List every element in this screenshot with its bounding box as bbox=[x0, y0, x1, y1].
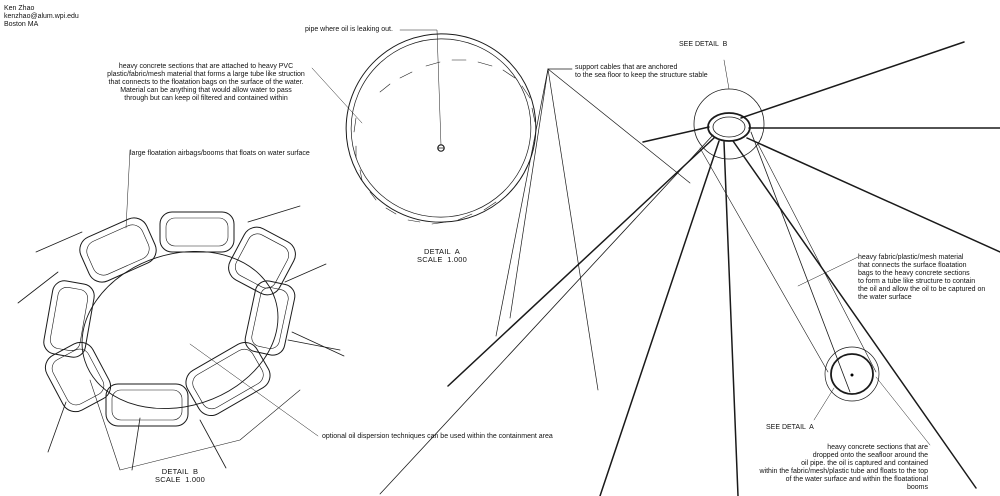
detail-a-title: DETAIL A bbox=[424, 247, 460, 256]
detail-b-booms bbox=[18, 150, 344, 470]
dispersion-callout: optional oil dispersion techniques can be used within the containment area bbox=[322, 433, 553, 440]
detail-b-scale: SCALE 1.000 bbox=[155, 475, 205, 484]
concrete-sections-bottom-callout: heavy concrete sections that are dropped onto the seafloor around the oil pipe. the oil is captured and contained within the fabric/mesh/plastic tube and floats to the top of the water surface and within the floatational booms bbox=[759, 444, 928, 491]
concrete-sections-top-callout: heavy concrete sections that are attached to heavy PVC plastic/fabric/mesh material that forms a large tube like struction that connects to the floatation bags on the surface of the water. Material can be anything that would allow water to pass through but can keep oil filtered and contained within bbox=[107, 63, 305, 102]
see-detail-a-label: SEE DETAIL A bbox=[766, 424, 814, 431]
author-name: Ken Zhao bbox=[4, 5, 35, 12]
detail-a-scale: SCALE 1.000 bbox=[417, 255, 467, 264]
detail-a-ring bbox=[312, 5, 564, 250]
pipe-callout: pipe where oil is leaking out. bbox=[305, 26, 393, 33]
fabric-material-callout: heavy fabric/plastic/mesh material that connects the surface floatation bags to the heavy concrete sections to form a tube like structure to contain the oil and allow the oil to be captured on the water surface bbox=[858, 254, 986, 301]
support-cables-callout: support cables that are anchored to the sea floor to keep the structure stable bbox=[575, 64, 708, 79]
detail-b-title: DETAIL B bbox=[161, 467, 199, 476]
author-location: Boston MA bbox=[4, 21, 39, 28]
see-detail-b-label: SEE DETAIL B bbox=[679, 41, 728, 48]
airbags-callout: large floatation airbags/booms that floats on water surface bbox=[130, 150, 310, 157]
author-email: kenzhao@alum.wpi.edu bbox=[4, 13, 79, 20]
detail-b-marker-circle bbox=[694, 89, 764, 159]
